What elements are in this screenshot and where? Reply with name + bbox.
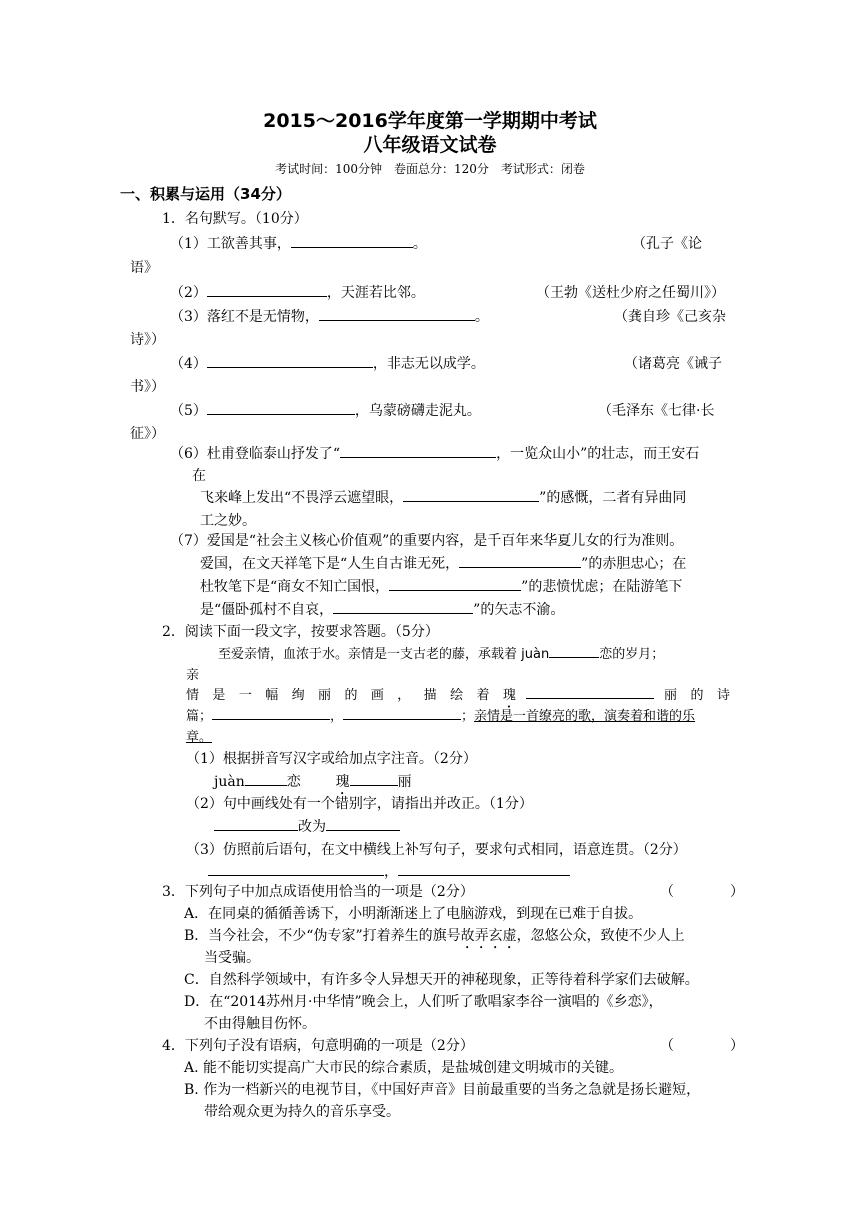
- q1-item3-source: （龚自珍《己亥杂: [614, 309, 726, 325]
- answer-blank[interactable]: [398, 861, 570, 876]
- q1-item6-line2: 飞来峰上发出“不畏浮云遮望眼， ”的感慨，二者有异曲同: [200, 487, 686, 507]
- q1-item6-line3: 工之妙。: [200, 513, 256, 529]
- q1-item7-line3: 杜牧笔下是“商女不知亡国恨， ”的悲愤忧虑；在陆游笔下: [200, 576, 682, 596]
- passage-line3-blank: [526, 684, 654, 703]
- answer-blank[interactable]: [214, 816, 298, 831]
- passage-line4: 篇； ， ；亲情是一首缭亮的歌，演奏着和谐的乐: [186, 705, 695, 724]
- q2-sub2: （2）句中画线处有一个错别字，请指出并改正。（1分）: [186, 796, 533, 812]
- q2-sub3: （3）仿照前后语句，在文中横线上补写句子，要求句式相同，语意连贯。（2分）: [186, 842, 687, 858]
- answer-blank[interactable]: [207, 353, 373, 368]
- q1-item1-source: （孔子《论: [632, 236, 702, 252]
- answer-blank[interactable]: [333, 599, 473, 614]
- q4-option-b: B. 作为一档新兴的电视节目，《中国好声音》目前最重要的当务之急就是扬长避短，: [184, 1082, 701, 1098]
- passage-char: ，: [397, 688, 411, 703]
- passage-line2: 亲: [186, 668, 200, 683]
- q3-option-d: D．在“2014苏州月·中华情”晚会上，人们听了歌唱家李谷一演唱的《乡恋》，: [184, 994, 663, 1010]
- answer-blank[interactable]: [291, 233, 413, 248]
- answer-blank[interactable]: [343, 705, 461, 720]
- q1-item5: （5） ，乌蒙磅礴走泥丸。: [170, 400, 481, 420]
- q4-answer-paren[interactable]: （ ）: [660, 1038, 744, 1054]
- q1-item7-line4: 是“僵卧孤村不自哀， ”的矢志不渝。: [200, 599, 564, 619]
- q1-item5-source: （毛泽东《七律·长: [598, 403, 715, 419]
- q1-item3: （3）落红不是无情物， 。: [170, 306, 489, 326]
- q2-sub1-answers: juàn 恋 瑰 丽: [214, 771, 412, 798]
- q2-sub1: （1）根据拼音写汉字或给加点字注音。（2分）: [186, 751, 477, 767]
- q3-option-d-wrap: 不由得触目伤怀。: [204, 1016, 316, 1032]
- passage-char: 绘: [450, 688, 464, 703]
- underlined-sentence: 亲情是一首缭亮的歌，演奏着和谐的乐: [474, 709, 696, 724]
- section-heading: 一、积累与运用（34分）: [120, 185, 291, 203]
- passage-line5: 章。: [186, 730, 213, 745]
- q3-answer-paren[interactable]: （ ）: [660, 884, 744, 900]
- q2-sub2-answers: 改为: [214, 816, 400, 836]
- exam-info: 考试时间：100分钟 卷面总分：120分 考试形式：闭卷: [275, 162, 585, 176]
- q4-option-a: A. 能不能切实提高广大市民的综合素质，是盐城创建文明城市的关键。: [184, 1060, 624, 1076]
- answer-blank[interactable]: [549, 643, 599, 658]
- q1-stem: 1．名句默写。（10分）: [162, 211, 308, 227]
- passage-line3-tail: [664, 684, 730, 703]
- passage-char: 描: [423, 688, 437, 703]
- passage-char: 情: [186, 688, 200, 703]
- answer-blank[interactable]: [526, 684, 654, 699]
- q3-option-b: B．当今社会，不少“伪专家”打着养生的旗号故弄玄虚，忽悠公众，致使不少人上: [184, 928, 685, 944]
- passage-char: 画: [370, 688, 384, 703]
- q1-item1: （1）工欲善其事， 。: [170, 233, 427, 253]
- q1-item2: （2） ，天涯若比邻。: [170, 282, 425, 302]
- q3-stem: 3．下列句子中加点成语使用恰当的一项是（2分）: [162, 884, 474, 900]
- passage-char: 是: [212, 688, 226, 703]
- passage-char: 的: [344, 688, 358, 703]
- q2-stem: 2．阅读下面一段文字，按要求答题。（5分）: [162, 624, 439, 640]
- passage-char: 瑰: [502, 688, 516, 703]
- answer-blank[interactable]: [326, 816, 400, 831]
- q4-stem: 4．下列句子没有语病，句意明确的一项是（2分）: [162, 1038, 474, 1054]
- q1-item4: （4） ，非志无以成学。: [170, 353, 485, 373]
- q3-option-c: C．自然科学领域中，有许多令人异想天开的神秘现象，正等待着科学家们去破解。: [184, 972, 699, 988]
- q1-item3-source-wrap: 诗》）: [130, 332, 165, 348]
- answer-blank[interactable]: [340, 443, 496, 458]
- answer-blank[interactable]: [459, 553, 581, 568]
- passage-char: 诗: [716, 688, 730, 703]
- q1-item4-source: （诸葛亮《诫子: [624, 356, 722, 372]
- q1-item1-source-wrap: 语》: [130, 260, 158, 276]
- passage-char: 幅: [265, 688, 279, 703]
- passage-char: 一: [238, 688, 252, 703]
- passage-char: 着: [476, 688, 490, 703]
- passage-line1: 至爱亲情，血浓于水。亲情是一支古老的藤，承载着 juàn 恋的岁月；: [218, 643, 664, 662]
- answer-blank[interactable]: [389, 576, 521, 591]
- answer-blank[interactable]: [350, 771, 398, 786]
- passage-char: 丽: [318, 688, 332, 703]
- q1-item6-wrap: 在: [192, 468, 206, 484]
- q1-item7-line2: 爱国，在文天祥笔下是“人生自古谁无死， ”的赤胆忠心；在: [200, 553, 686, 573]
- answer-blank[interactable]: [207, 400, 355, 415]
- q1-item7: （7）爱国是“社会主义核心价值观”的重要内容，是千百年来华夏儿女的行为准则。: [170, 533, 684, 549]
- passage-char: 丽: [664, 688, 678, 703]
- exam-title: 2015～2016学年度第一学期期中考试: [263, 110, 597, 132]
- answer-blank[interactable]: [319, 306, 475, 321]
- q1-item2-source: （王勃《送杜少府之任蜀川》）: [536, 285, 725, 301]
- exam-subtitle: 八年级语文试卷: [363, 134, 497, 156]
- q1-item4-source-wrap: 书》）: [130, 379, 165, 395]
- q3-option-a: A．在同桌的循循善诱下，小明渐渐迷上了电脑游戏，到现在已难于自拔。: [184, 906, 643, 922]
- q2-sub3-answers: ，: [208, 861, 570, 881]
- passage-char: 绚: [291, 688, 305, 703]
- passage-char: 的: [690, 688, 704, 703]
- answer-blank[interactable]: [212, 705, 330, 720]
- q1-item5-source-wrap: 征》）: [130, 426, 165, 442]
- q1-item6: （6）杜甫登临泰山抒发了“ ，一览众山小”的壮志，而王安石: [170, 443, 699, 463]
- answer-blank[interactable]: [245, 771, 287, 786]
- q4-option-b-wrap: 带给观众更为持久的音乐享受。: [204, 1104, 400, 1120]
- q3-option-b-wrap: 当受骗。: [204, 950, 260, 966]
- answer-blank[interactable]: [403, 487, 539, 502]
- answer-blank[interactable]: [207, 282, 327, 297]
- answer-blank[interactable]: [208, 861, 384, 876]
